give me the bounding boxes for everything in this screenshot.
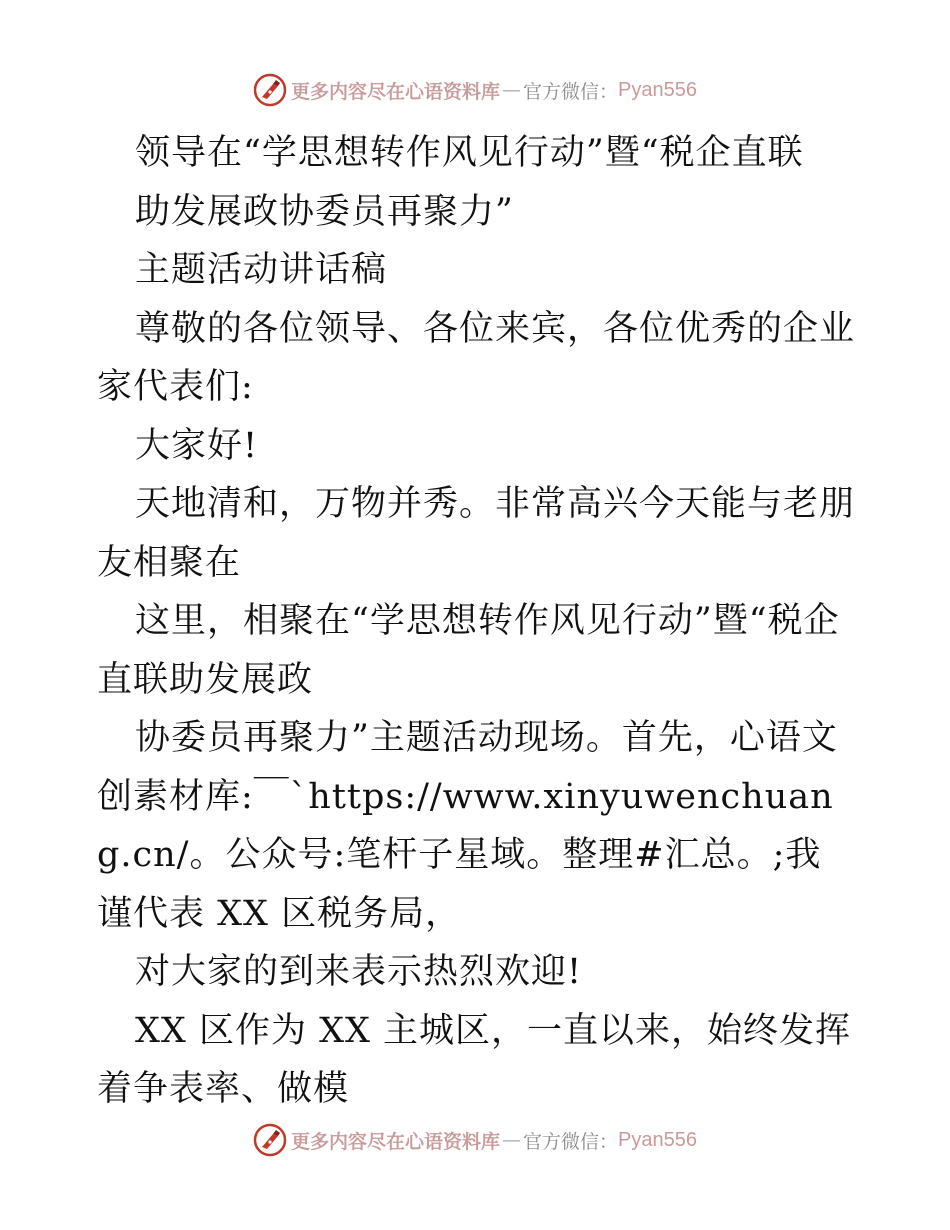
banner-wechat-label: 官方微信：: [523, 80, 619, 103]
doc-line-8: 协委员再聚力”主题活动现场。首先，心语文创素材库:￣`https://www.xinyuwenchuang.cn/。公众号:笔杆子星域。整理#汇总。;我谨代表 XX 区税务局，: [97, 718, 838, 934]
doc-line-10: XX 区作为 XX 主城区，一直以来，始终发挥着争表率、做模: [97, 1010, 852, 1109]
doc-line-4: 尊敬的各位领导、各位来宾，各位优秀的企业家代表们:: [97, 308, 856, 407]
doc-line-7: 这里，相聚在“学思想转作风见行动”暨“税企直联助发展政: [97, 601, 840, 700]
banner-separator: —: [502, 79, 522, 101]
banner-separator: —: [502, 1129, 522, 1151]
doc-line-2: 助发展政协委员再聚力”: [135, 191, 514, 232]
doc-line-9: 对大家的到来表示热烈欢迎!: [135, 952, 583, 992]
banner-wechat-label: 官方微信：: [523, 1130, 619, 1153]
banner-main-text: 更多内容尽在心语资料库: [291, 80, 501, 103]
banner-wechat-id: Pyan556: [618, 78, 697, 101]
pen-nib-logo-icon: [253, 1123, 287, 1157]
footer-watermark-banner: [0, 1120, 950, 1160]
doc-line-6: 天地清和，万物并秀。非常高兴今天能与老朋友相聚在: [97, 484, 856, 583]
doc-line-1: 领导在“学思想转作风见行动”暨“税企直联: [135, 133, 804, 173]
doc-line-5: 大家好!: [135, 425, 259, 466]
doc-line-3: 主题活动讲话稿: [135, 250, 388, 290]
document-body: [97, 124, 857, 1119]
banner-wechat-id: Pyan556: [618, 1128, 697, 1151]
header-watermark-banner: [0, 70, 950, 110]
banner-main-text: 更多内容尽在心语资料库: [291, 1130, 501, 1153]
pen-nib-logo-icon: [253, 73, 287, 107]
